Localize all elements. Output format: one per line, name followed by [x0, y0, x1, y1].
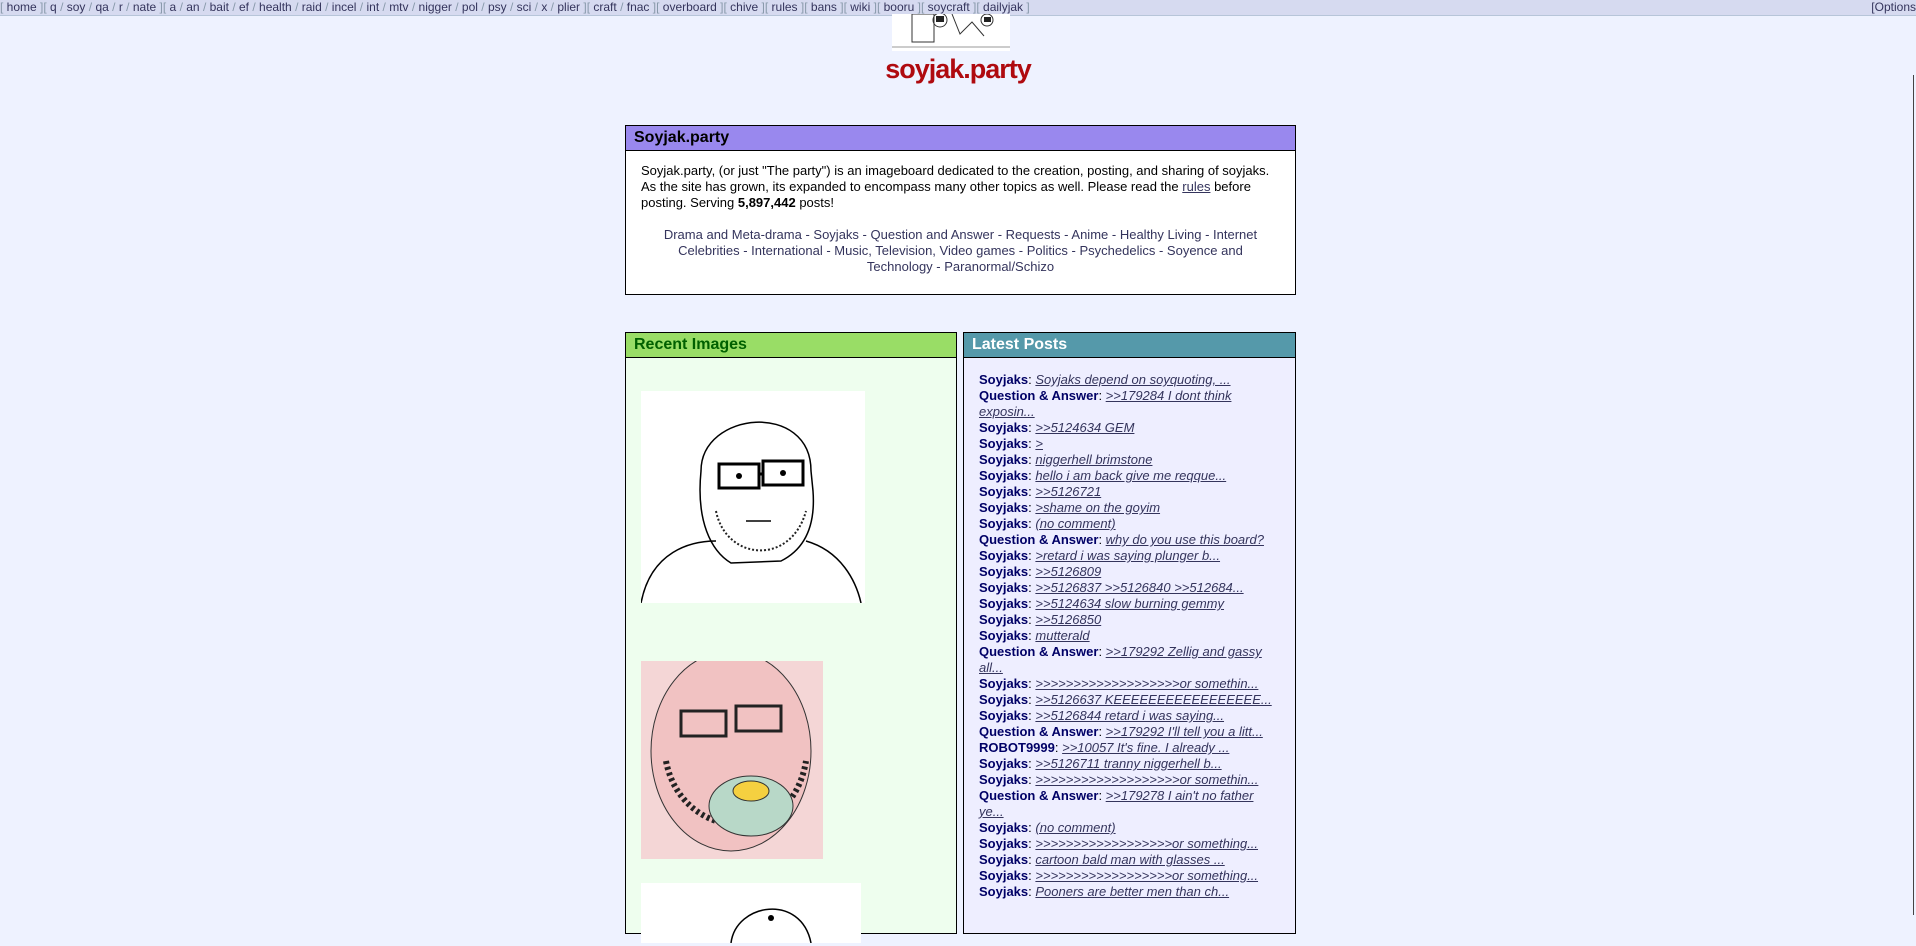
latest-posts-box	[963, 332, 1296, 934]
post-separator: :	[1028, 852, 1036, 867]
post-separator: :	[1054, 740, 1063, 755]
post-separator: :	[1098, 644, 1106, 659]
intro-box	[625, 125, 1296, 295]
post-link[interactable]: >>5126837 >>5126840 >>512684...	[1035, 580, 1244, 595]
post-link[interactable]: (no comment)	[1035, 820, 1116, 835]
post-separator: :	[1028, 708, 1036, 723]
nav-bracket: [	[723, 0, 731, 14]
post-separator: :	[1028, 676, 1036, 691]
nav-link-pol[interactable]: pol	[461, 0, 478, 14]
latest-post-item	[979, 372, 1280, 388]
nav-link-a[interactable]: a	[169, 0, 177, 14]
category-link[interactable]: Internet Celebrities	[678, 227, 1258, 258]
post-link[interactable]: >>179292 I'll tell you a litt...	[1105, 724, 1263, 739]
post-board-name: Soyjaks	[979, 884, 1029, 899]
nav-link-booru[interactable]: booru	[883, 0, 915, 14]
post-board-name: Soyjaks	[979, 500, 1029, 515]
post-link[interactable]: >	[1035, 436, 1043, 451]
nav-bracket: [	[764, 0, 772, 14]
post-link[interactable]: >>5124634 slow burning gemmy	[1035, 596, 1225, 611]
post-board-name: Soyjaks	[979, 708, 1029, 723]
nav-link-overboard[interactable]: overboard	[662, 0, 717, 14]
category-link[interactable]: Anime	[1071, 227, 1109, 242]
nav-bracket: [	[920, 0, 928, 14]
category-separator: -	[1155, 243, 1167, 258]
nav-link-ef[interactable]: ef	[239, 0, 250, 14]
nav-link-fnac[interactable]: fnac	[626, 0, 650, 14]
post-separator: :	[1098, 388, 1106, 403]
category-separator: -	[932, 259, 945, 274]
post-link[interactable]: mutterald	[1035, 628, 1090, 643]
intro-text-part: before posting. Serving	[641, 179, 1251, 210]
nav-separator: /	[451, 0, 462, 14]
post-link[interactable]: >retard i was saying plunger b...	[1035, 548, 1221, 563]
post-board-name: Question & Answer	[979, 724, 1099, 739]
intro-text-part: posts!	[799, 195, 835, 210]
post-board-name: Soyjaks	[979, 420, 1029, 435]
latest-post-item	[979, 500, 1280, 516]
nav-separator: /	[531, 0, 542, 14]
post-separator: :	[1028, 580, 1036, 595]
latest-post-item	[979, 788, 1280, 820]
intro-text	[641, 163, 1280, 211]
nav-bracket: [	[843, 0, 851, 14]
post-separator: :	[1098, 788, 1106, 803]
scrollbar-edge	[1913, 75, 1914, 915]
post-board-name: Question & Answer	[979, 388, 1099, 403]
category-separator: -	[822, 243, 835, 258]
board-links	[0, 0, 1030, 14]
post-link[interactable]: niggerhell brimstone	[1035, 452, 1153, 467]
nav-separator: /	[506, 0, 517, 14]
nav-bracket: [	[656, 0, 663, 14]
post-separator: :	[1028, 756, 1036, 771]
post-link[interactable]: (no comment)	[1035, 516, 1116, 531]
nav-separator: /	[199, 0, 210, 14]
post-board-name: Soyjaks	[979, 548, 1029, 563]
post-link[interactable]: >>5126809	[1035, 564, 1102, 579]
category-separator: -	[858, 227, 871, 242]
post-separator: :	[1028, 692, 1036, 707]
latest-post-item	[979, 724, 1280, 740]
post-board-name: Soyjaks	[979, 852, 1029, 867]
post-separator: :	[1028, 564, 1036, 579]
post-board-name: Soyjaks	[979, 484, 1029, 499]
post-separator: :	[1028, 628, 1036, 643]
latest-post-item	[979, 420, 1280, 436]
post-link[interactable]: >>179284 I dont think exposin...	[979, 388, 1232, 419]
post-link[interactable]: hello i am back give me reqque...	[1035, 468, 1227, 483]
category-separator: -	[1108, 227, 1120, 242]
nav-link-home[interactable]: home	[6, 0, 37, 14]
nav-bracket: ]	[580, 0, 587, 14]
latest-post-item	[979, 740, 1280, 756]
nav-link-sci[interactable]: sci	[516, 0, 532, 14]
nav-link-health[interactable]: health	[259, 0, 292, 14]
post-board-name: Soyjaks	[979, 436, 1029, 451]
latest-post-item	[979, 708, 1280, 724]
recent-image-pacifier-soyjak[interactable]	[641, 661, 823, 859]
post-board-name: Question & Answer	[979, 788, 1099, 803]
category-separator: -	[994, 227, 1006, 242]
post-link[interactable]: why do you use this board?	[1105, 532, 1264, 547]
nav-bracket: [	[976, 0, 984, 14]
nav-separator: /	[228, 0, 239, 14]
post-board-name: Soyjaks	[979, 580, 1029, 595]
category-separator: -	[1201, 227, 1214, 242]
nav-link-rules[interactable]: rules	[771, 0, 798, 14]
nav-bracket: ]	[649, 0, 657, 14]
category-links	[641, 227, 1280, 275]
latest-post-item	[979, 548, 1280, 564]
nav-link-soycraft[interactable]: soycraft	[927, 0, 970, 14]
nav-bracket: [	[876, 0, 884, 14]
nav-link-x[interactable]: x	[541, 0, 548, 14]
latest-post-item	[979, 676, 1280, 692]
site-banner-image	[892, 14, 1010, 51]
latest-posts-list	[964, 358, 1295, 900]
nav-link-int[interactable]: int	[366, 0, 380, 14]
post-link[interactable]: >>5126721	[1035, 484, 1102, 499]
latest-post-item	[979, 772, 1280, 788]
nav-link-nate[interactable]: nate	[132, 0, 157, 14]
nav-bracket: ]	[36, 0, 44, 14]
latest-post-item	[979, 532, 1280, 548]
latest-post-item	[979, 516, 1280, 532]
post-link[interactable]: cartoon bald man with glasses ...	[1035, 852, 1225, 867]
post-board-name: Soyjaks	[979, 628, 1029, 643]
latest-post-item	[979, 836, 1280, 852]
category-separator: -	[1060, 227, 1072, 242]
latest-post-item	[979, 692, 1280, 708]
nav-link-r[interactable]: r	[118, 0, 123, 14]
category-separator: -	[801, 227, 814, 242]
nav-bracket: ]	[156, 0, 163, 14]
post-separator: :	[1028, 836, 1036, 851]
nav-bracket: ]	[969, 0, 977, 14]
category-link[interactable]: Music, Television, Video games	[834, 243, 1016, 258]
category-link[interactable]: Question and Answer	[870, 227, 995, 242]
nav-separator: /	[616, 0, 627, 14]
nav-bracket: ]	[914, 0, 921, 14]
latest-post-item	[979, 884, 1280, 900]
nav-separator: /	[477, 0, 488, 14]
options-button[interactable]: [Options	[1871, 0, 1916, 14]
nav-link-craft[interactable]: craft	[593, 0, 617, 14]
latest-post-item	[979, 852, 1280, 868]
intro-heading: Soyjak.party	[626, 126, 1295, 151]
nav-bracket: ]	[870, 0, 877, 14]
post-link[interactable]: Soyjaks depend on soyquoting, ...	[1035, 372, 1231, 387]
nav-separator: /	[176, 0, 187, 14]
nav-bracket: ]	[758, 0, 765, 14]
latest-post-item	[979, 452, 1280, 468]
post-separator: :	[1028, 868, 1036, 883]
category-link[interactable]: International	[751, 243, 823, 258]
latest-post-item	[979, 756, 1280, 772]
nav-link-dailyjak[interactable]: dailyjak	[983, 0, 1024, 14]
latest-post-item	[979, 628, 1280, 644]
nav-separator: /	[85, 0, 96, 14]
post-board-name: Soyjaks	[979, 468, 1029, 483]
category-link[interactable]: Requests	[1005, 227, 1061, 242]
nav-link-wiki[interactable]: wiki	[850, 0, 871, 14]
nav-bracket: [	[804, 0, 811, 14]
post-link[interactable]: >>5126844 retard i was saying...	[1035, 708, 1225, 723]
nav-bracket: [	[586, 0, 594, 14]
post-board-name: Question & Answer	[979, 644, 1099, 659]
latest-post-item	[979, 644, 1280, 676]
category-link[interactable]: Psychedelics	[1079, 243, 1156, 258]
recent-image-third[interactable]	[641, 883, 861, 943]
post-board-name: Soyjaks	[979, 692, 1029, 707]
rules-link[interactable]: rules	[1182, 179, 1211, 194]
nav-link-an[interactable]: an	[186, 0, 200, 14]
post-link[interactable]: >shame on the goyim	[1035, 500, 1161, 515]
nav-separator: /	[108, 0, 119, 14]
nav-separator: /	[291, 0, 302, 14]
category-separator: -	[739, 243, 752, 258]
post-board-name: Soyjaks	[979, 612, 1029, 627]
category-separator: -	[1015, 243, 1027, 258]
post-count: 5,897,442	[737, 195, 796, 210]
nav-link-bait[interactable]: bait	[209, 0, 229, 14]
nav-link-nigger[interactable]: nigger	[418, 0, 452, 14]
category-link[interactable]: Politics	[1026, 243, 1068, 258]
nav-separator: /	[321, 0, 332, 14]
nav-separator: /	[408, 0, 419, 14]
latest-post-item	[979, 436, 1280, 452]
latest-post-item	[979, 612, 1280, 628]
post-separator: :	[1028, 612, 1036, 627]
post-board-name: Soyjaks	[979, 676, 1029, 691]
post-separator: :	[1028, 372, 1036, 387]
nav-separator: /	[56, 0, 67, 14]
latest-post-item	[979, 868, 1280, 884]
post-separator: :	[1028, 420, 1036, 435]
post-separator: :	[1028, 436, 1036, 451]
nav-link-bans[interactable]: bans	[810, 0, 837, 14]
category-link[interactable]: Paranormal/Schizo	[944, 259, 1055, 274]
nav-link-q[interactable]: q	[50, 0, 57, 14]
post-link[interactable]: >>5126711 tranny niggerhell b...	[1035, 756, 1222, 771]
nav-link-mtv[interactable]: mtv	[389, 0, 409, 14]
post-link[interactable]: Pooners are better men than ch...	[1035, 884, 1230, 899]
post-link[interactable]: >>5126637 KEEEEEEEEEEEEEEEEE...	[1035, 692, 1272, 707]
post-board-name: Soyjaks	[979, 820, 1029, 835]
post-board-name: ROBOT9999	[979, 740, 1055, 755]
latest-post-item	[979, 484, 1280, 500]
post-board-name: Question & Answer	[979, 532, 1099, 547]
post-link[interactable]: >>>>>>>>>>>>>>>>>>or something...	[1035, 868, 1259, 883]
latest-post-item	[979, 596, 1280, 612]
category-link[interactable]: Soyence and Technology	[866, 243, 1243, 274]
nav-bracket: ]	[716, 0, 724, 14]
nav-link-plier[interactable]: plier	[557, 0, 581, 14]
nav-link-psy[interactable]: psy	[487, 0, 507, 14]
nav-link-chive[interactable]: chive	[730, 0, 759, 14]
latest-post-item	[979, 580, 1280, 596]
post-link[interactable]: >>>>>>>>>>>>>>>>>>>or somethin...	[1035, 772, 1259, 787]
post-link[interactable]: >>5126850	[1035, 612, 1102, 627]
post-separator: :	[1028, 596, 1036, 611]
category-link[interactable]: Healthy Living	[1119, 227, 1202, 242]
nav-bracket: ]	[836, 0, 844, 14]
nav-link-soy[interactable]: soy	[66, 0, 86, 14]
post-link[interactable]: >>10057 It's fine. I already ...	[1062, 740, 1230, 755]
post-separator: :	[1028, 484, 1036, 499]
post-board-name: Soyjaks	[979, 868, 1029, 883]
post-board-name: Soyjaks	[979, 596, 1029, 611]
nav-bracket: ]	[797, 0, 805, 14]
nav-link-raid[interactable]: raid	[301, 0, 322, 14]
post-separator: :	[1028, 884, 1036, 899]
post-link[interactable]: >>179278 I ain't no father ye...	[979, 788, 1254, 819]
post-link[interactable]: >>>>>>>>>>>>>>>>>>or something...	[1035, 836, 1259, 851]
post-link[interactable]: >>179292 Zellig and gassy all...	[979, 644, 1262, 675]
recent-image-glasses-soyjak[interactable]	[641, 391, 865, 603]
recent-images-box	[625, 332, 957, 934]
latest-post-item	[979, 468, 1280, 484]
category-link[interactable]: Drama and Meta-drama	[663, 227, 802, 242]
nav-bracket: [	[0, 0, 7, 14]
latest-post-item	[979, 820, 1280, 836]
post-separator: :	[1028, 820, 1036, 835]
post-separator: :	[1028, 516, 1036, 531]
nav-separator: /	[249, 0, 260, 14]
post-board-name: Soyjaks	[979, 756, 1029, 771]
post-board-name: Soyjaks	[979, 372, 1029, 387]
nav-bracket: [	[162, 0, 170, 14]
nav-separator: /	[356, 0, 367, 14]
post-separator: :	[1098, 724, 1106, 739]
post-separator: :	[1028, 500, 1036, 515]
nav-bracket: ]	[1023, 0, 1030, 14]
post-separator: :	[1098, 532, 1106, 547]
latest-post-item	[979, 564, 1280, 580]
nav-link-incel[interactable]: incel	[331, 0, 357, 14]
nav-link-qa[interactable]: qa	[95, 0, 109, 14]
site-title: soyjak.party	[885, 54, 1031, 84]
category-separator: -	[1067, 243, 1080, 258]
post-board-name: Soyjaks	[979, 516, 1029, 531]
post-board-name: Soyjaks	[979, 452, 1029, 467]
recent-images-heading: Recent Images	[626, 333, 956, 358]
nav-bracket: [	[43, 0, 51, 14]
post-board-name: Soyjaks	[979, 564, 1029, 579]
post-separator: :	[1028, 452, 1036, 467]
post-separator: :	[1028, 548, 1036, 563]
post-link[interactable]: >>>>>>>>>>>>>>>>>>>or somethin...	[1035, 676, 1259, 691]
latest-posts-heading: Latest Posts	[964, 333, 1295, 358]
post-link[interactable]: >>5124634 GEM	[1035, 420, 1135, 435]
post-separator: :	[1028, 772, 1036, 787]
intro-text-part: Soyjak.party, (or just "The party") is an imageboard dedicated to the creation, posting, and sharing of soyjaks. As the site has grown, its expanded to encompass many other topics as well. Please read the	[641, 163, 1270, 194]
nav-separator: /	[122, 0, 133, 14]
nav-separator: /	[379, 0, 390, 14]
post-separator: :	[1028, 468, 1036, 483]
nav-separator: /	[547, 0, 558, 14]
post-board-name: Soyjaks	[979, 772, 1029, 787]
latest-post-item	[979, 388, 1280, 420]
category-link[interactable]: Soyjaks	[813, 227, 859, 242]
post-board-name: Soyjaks	[979, 836, 1029, 851]
